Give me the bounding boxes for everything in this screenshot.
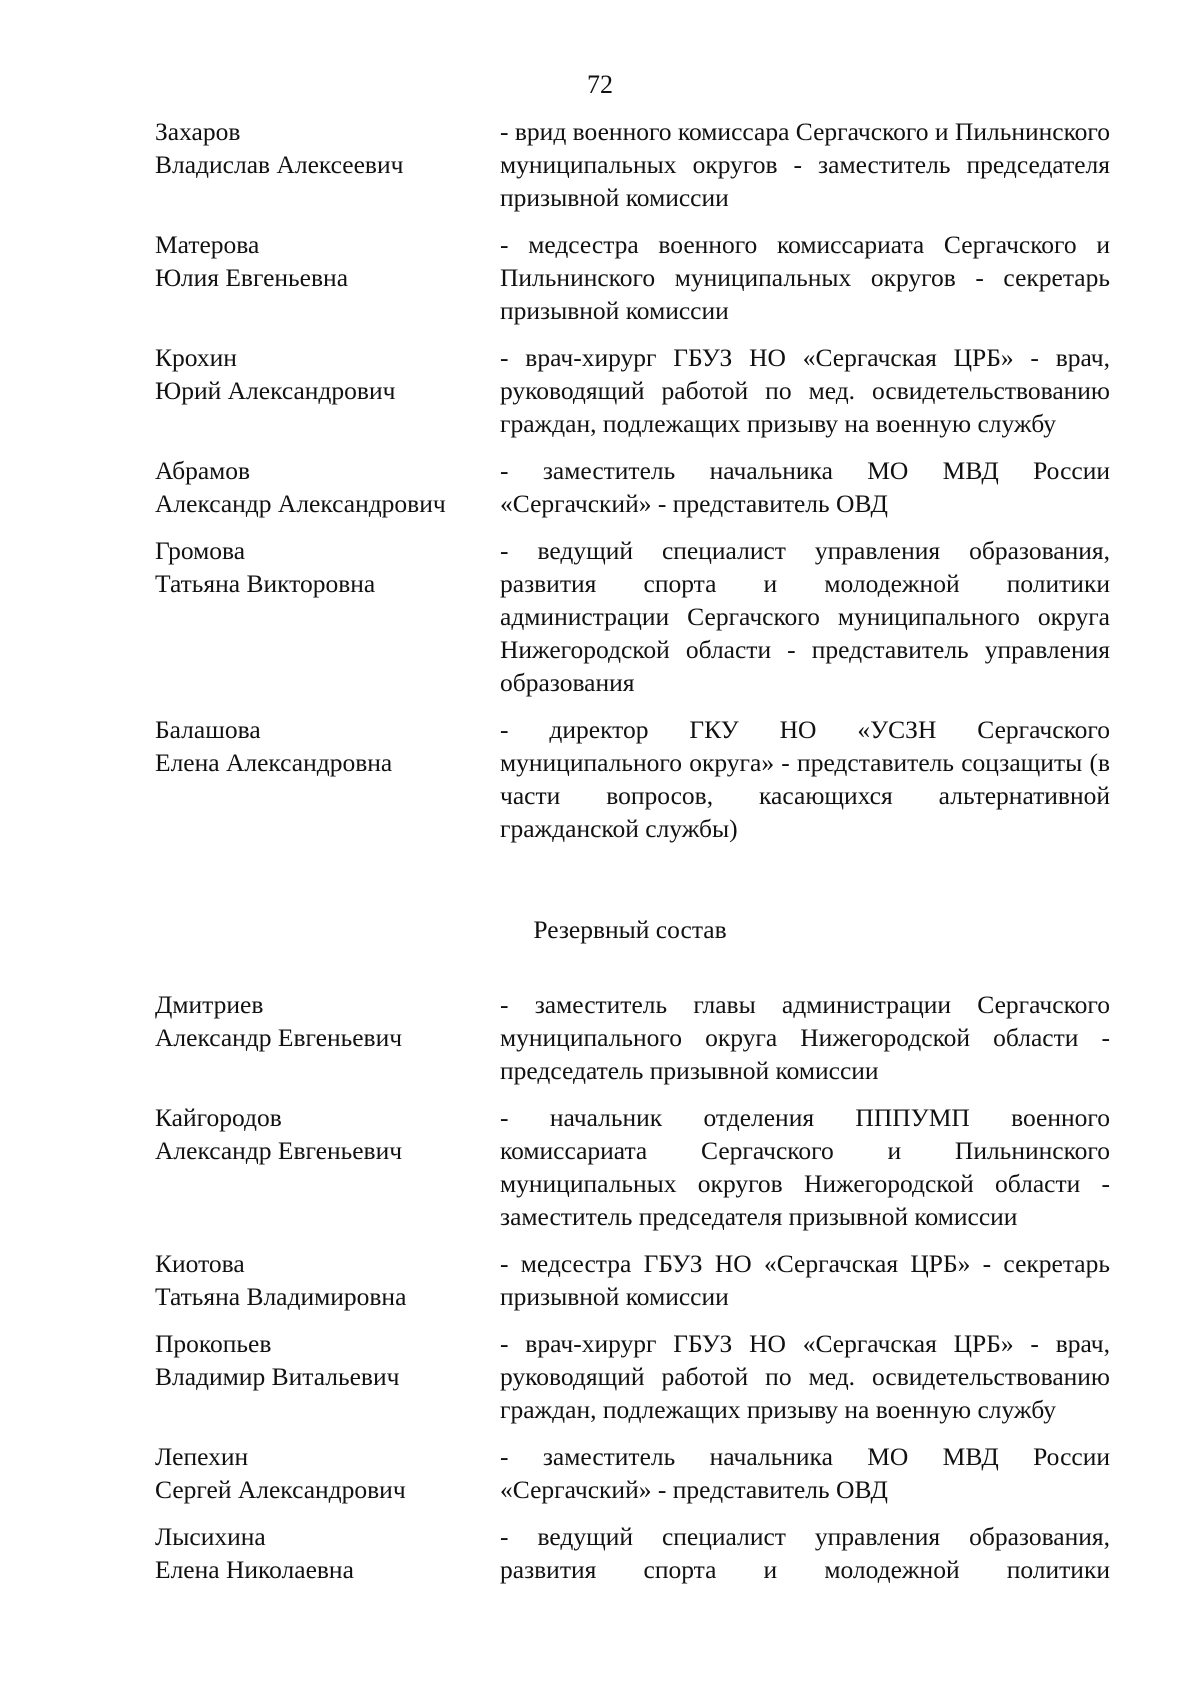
member-given-name: Александр Александрович [155,489,446,518]
member-surname: Лепехин [155,1442,249,1471]
member-role: - ведущий специалист управления образования, развития спорта и молодежной политики [500,1522,1110,1584]
member-name [155,454,500,520]
member-given-name: Татьяна Владимировна [155,1282,407,1311]
member-entry [155,228,1110,327]
member-surname: Кайгородов [155,1103,282,1132]
member-name [155,988,500,1054]
member-entry [155,1440,1110,1506]
member-name [155,1520,500,1586]
member-given-name: Владимир Витальевич [155,1362,400,1391]
member-surname: Матерова [155,230,260,259]
member-role: - заместитель начальника МО МВД России «Сергачский» - представитель ОВД [500,456,1110,518]
member-entry [155,713,1110,845]
reserve-section-title: Резервный состав [533,915,727,944]
page-number: 72 [587,70,613,99]
member-name [155,713,500,779]
member-name [155,534,500,600]
member-given-name: Елена Николаевна [155,1555,354,1584]
member-entry [155,341,1110,440]
member-given-name: Юлия Евгеньевна [155,263,349,292]
member-role: - заместитель начальника МО МВД России «Сергачский» - представитель ОВД [500,1442,1110,1504]
member-role: - врач-хирург ГБУЗ НО «Сергачская ЦРБ» - врач, руководящий работой по мед. освидетельствованию граждан, подлежащих призыву на военную службу [500,343,1110,438]
member-name [155,1247,500,1313]
member-given-name: Татьяна Викторовна [155,569,376,598]
member-name [155,1101,500,1167]
member-role: - заместитель главы администрации Сергачского муниципального округа Нижегородской области - председатель призывной комиссии [500,990,1110,1085]
member-given-name: Александр Евгеньевич [155,1023,403,1052]
member-given-name: Елена Александровна [155,748,393,777]
member-name [155,341,500,407]
member-entry [155,1520,1110,1586]
member-entry [155,988,1110,1087]
member-surname: Киотова [155,1249,245,1278]
member-surname: Крохин [155,343,237,372]
member-surname: Прокопьев [155,1329,272,1358]
member-entry [155,115,1110,214]
member-entry [155,1327,1110,1426]
member-surname: Громова [155,536,246,565]
member-name [155,115,500,181]
member-entry [155,454,1110,520]
member-name [155,1440,500,1506]
member-given-name: Владислав Алексеевич [155,150,404,179]
member-role: - медсестра ГБУЗ НО «Сергачская ЦРБ» - секретарь призывной комиссии [500,1249,1110,1311]
member-role: - директор ГКУ НО «УСЗН Сергачского муниципального округа» - представитель соцзащиты (в части вопросов, касающихся альтернативной гражданской службы) [500,715,1110,843]
member-given-name: Александр Евгеньевич [155,1136,403,1165]
member-role: - врид военного комиссара Сергачского и Пильнинского муниципальных округов - заместитель председателя призывной комиссии [500,117,1110,212]
member-surname: Балашова [155,715,261,744]
member-role: - медсестра военного комиссариата Сергачского и Пильнинского муниципальных округов - секретарь призывной комиссии [500,230,1110,325]
member-role: - врач-хирург ГБУЗ НО «Сергачская ЦРБ» - врач, руководящий работой по мед. освидетельствованию граждан, подлежащих призыву на военную службу [500,1329,1110,1424]
member-surname: Лысихина [155,1522,266,1551]
member-name [155,1327,500,1393]
member-surname: Дмитриев [155,990,264,1019]
member-role: - начальник отделения ПППУМП военного комиссариата Сергачского и Пильнинского муниципальных округов Нижегородской области - заместитель председателя призывной комиссии [500,1103,1110,1231]
member-entry [155,1101,1110,1233]
member-name [155,228,500,294]
member-entry [155,534,1110,699]
member-given-name: Сергей Александрович [155,1475,406,1504]
main-composition-list [155,115,1110,845]
member-surname: Захаров [155,117,241,146]
reserve-composition-list [155,988,1110,1586]
member-surname: Абрамов [155,456,251,485]
member-entry [155,1247,1110,1313]
member-role: - ведущий специалист управления образования, развития спорта и молодежной политики администрации Сергачского муниципального округа Нижегородской области - представитель управления образования [500,536,1110,697]
member-given-name: Юрий Александрович [155,376,396,405]
